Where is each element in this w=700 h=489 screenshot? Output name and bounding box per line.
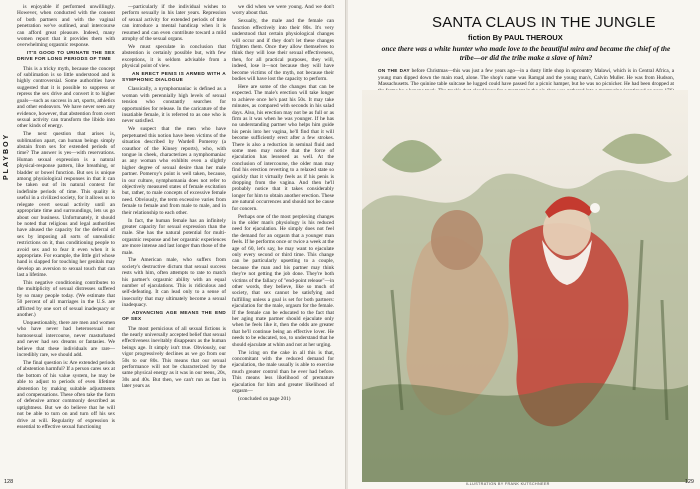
- body-paragraph: is enjoyable if performed unwillingly. However, when conducted with the consent of both partners and with the vaginal penetration we've outlined, anal intercourse can afford great pleasure. Indeed, many women report that it provides them with overwhelming orgasmic response.: [17, 4, 115, 49]
- text-column-3: [232, 4, 334, 482]
- text-column-1: [17, 4, 115, 482]
- story-byline: fiction By PAUL THEROUX: [468, 33, 563, 42]
- running-head: PLAYBOY: [3, 132, 10, 180]
- jungle-santa-illustration: [362, 90, 688, 482]
- body-paragraph: Here are some of the changes that can be expected. The male's erection will take longer to achieve once he's past his 50s. It may take minutes, as compared with seconds in his salad days. Also, his erection may not be as full or as firm as it was when he was younger. If he has no understanding partner who helps him guide his penis into her vagina, he'll find that it will become sufficiently erect after a few strokes. There is also a reduction in seminal fluid and some men may notice that the force of ejaculation has lessened as well. At the conclusion of intercourse, the older man may find his erection reverting to a relaxed state so quickly that it virtually feels as if his penis is dropping from the vagina. And then he'll probably notice that it takes considerably longer for him to obtain another erection. These are natural occurrences and should not be cause for concern.: [232, 83, 334, 212]
- body-paragraph: In fact, the human female has an infinitely greater capacity for sexual expression than the male. She has the natural potential for multi-orgasmic response and her orgasmic experiences are more intense and last longer than those of the male.: [122, 217, 226, 256]
- body-paragraph: The next question that arises is, sublimation apart, can human beings simply abstain from sex for extended periods of time? The answer is yes—with reservations. Human sexual expression is a natural physical-response pattern, like breathing, or bladder or bowel function. But sex is unique among physiological responses in that it can be taken out of its natural context for indefinite periods of time. This quality is useful in a civilized society, for it allows us to relegate overt sexual activity until an appropriate time and surroundings, lets us go about our business. Unfortunately, it should be noted that religious and legal authorities have abused the capacity for the deferral of sex by imposing all sorts of unrealistic restrictions on it, thus conditioning people to avoid sex and to fear it even when it is appropriate. For example, the little girl whose hand is slapped for touching her genitals may develop an aversion to sexual touch that can last a lifetime.: [17, 131, 115, 279]
- illustration-credit: ILLUSTRATION BY FRANK KUTSCHNEER: [466, 482, 550, 486]
- body-paragraph: The most pernicious of all sexual fictions is the nearly universally accepted belief that sexual effectiveness inevitably disappears as the human beings age. It simply isn't true. Obviously, our vigor progressively declines as we go from our 50s to our 80s. This means that our sexual performance will not be characterized by the same physical energy as it was in our teens, 20s, 30s and 40s. But then, we can't run as fast in later years as: [122, 325, 226, 390]
- section-subhead: ADVANCING AGE MEANS THE END OF SEX: [122, 310, 226, 323]
- ground-foliage: [362, 383, 688, 482]
- body-paragraph: we did when we were young. And we don't worry about that.: [232, 4, 334, 17]
- page-number-right: 129: [684, 479, 694, 485]
- body-paragraph: The American male, who suffers from society's destructive dictum that sexual success rests with him, often attempts to rate to match his partner's orgasmic ability with an equal number of ejaculations. This is ridiculous and self-defeating. It can lead only to a sense of insecurity that may ultimately become a sexual inadequacy.: [122, 257, 226, 309]
- body-paragraph: The final question is: Are extended periods of abstention harmful? If a person cares sex at the bottom of his value system, he may be able to adjust to periods of even lifetime abstention by making suitable adjustments and compensations. These often take the form of defensive armor commonly described as uptightness. But we do believe that he will not be able to turn on and turn off his sex drive at will. Regularity of expression is essential to effective sexual functioning: [17, 359, 115, 430]
- body-paragraph: The icing on the cake in all this is that, concomitant with the reduced demand for ejaculation, the male usually is able to exercise much greater control than he ever had before. This means less likelihood of premature ejaculation for him and greater likelihood of orgasm—: [232, 349, 334, 394]
- section-subhead: AN ERECT PENIS IS ARMED WITH A SYMPHONIC DIALOGUE: [122, 71, 226, 83]
- right-page: [348, 0, 700, 489]
- body-paragraph: Classically, a nymphomaniac is defined as a woman with perennially high levels of sexual tension who constantly searches for opportunities for release. In the caricature of the insatiable female, it is referred to as one who is never satisfied.: [122, 86, 226, 125]
- body-paragraph: Unquestionably, there are men and women who have never had heterosexual nor homosexual intercourse, never masturbated and never had sex dreams or fantasies. We believe that these individuals are rare—incredibly rare, we should add.: [17, 320, 115, 359]
- page-number-left: 128: [4, 479, 14, 485]
- intro-text: before Christmas—this was just a few years ago—in a dusty little shop in upcountry Malawi, which is in Central Africa, a young man dipped down the main road, alone. The shop's name was Ramgal and the young man's, Calvin Muller. He was from Hudson, Massachusetts. The quinine table suitcase he lugged could have passed for a picnic hamper, but he was no picnicker. He had been dropped at: [378, 68, 674, 87]
- story-deck: once there was a white hunter who made love to the beautiful mira and became the chief of the tribe—or did the tribe make a slave of him?: [381, 44, 671, 63]
- section-subhead: IT'S GOOD TO URINATE THE SEX DRIVE FOR LONG PERIODS OF TIME: [17, 50, 115, 63]
- body-paragraph: —particularly if the individual wishes to perform sexually in his later years. Repression of sexual activity for extended periods of time can introduce a mental handicap when it is resumed and can even contribute toward a mild atrophy of the sexual organs.: [122, 4, 226, 43]
- figure-head: [431, 210, 483, 270]
- body-paragraph: We suspect that the men who have perpetuated this notion have been victims of the situation described by Wardell Pomeroy (a coauthor of the Kinsey reports), who, with tongue in cheek, characterizes a nymphomaniac as any woman who exhibits even a slightly higher degree of sexual desire than her male partner. Pomeroy's point is well taken, because, in our culture, nymphomania does not refer to objectively measured states of female excitation but, rather, to male concepts of excessive female need. Obviously, the term excessive varies from female to female and from male to male, and in their relationship to each other.: [122, 126, 226, 216]
- left-page: [0, 0, 346, 489]
- body-paragraph: This negative conditioning contributes to the multiplicity of sexual distresses suffered by so many people today. (We estimate that 50 percent of all marriages in the U.S. are afflicted by one sort of sexual inadequacy or another.): [17, 280, 115, 319]
- body-paragraph: Sexually, the male and the female can function effectively into their 80s. It's very understood that certain physiological changes will occur and if they don't let these changes frighten them. Once they allow themselves to think they will lose their sexual effectiveness, then, for all practical purposes, they will, indeed, lose it—not because they will have become victims of the myth, not because their bodies will have lost the capacity to perform.: [232, 18, 334, 82]
- body-paragraph: We must speculate in conclusion that abstention is certainly possible but, with few exceptions, it is seldom advisable from a physical point of view.: [122, 43, 226, 70]
- body-paragraph: (concluded on page 201): [238, 395, 291, 402]
- story-title: SANTA CLAUS IN THE JUNGLE: [432, 14, 656, 31]
- text-column-2: [122, 4, 226, 482]
- body-paragraph: Perhaps one of the most perplexing changes in the older man's physiology is his reduced need for ejaculation. He simply does not feel the demand for an orgasm that a younger man feels. If he performs once or twice a week at the age of 60, let's say, he may want to ejaculate only every second or third time. This change can be particularly upsetting to a couple, because the man and his partner may think they're not getting the job done. They're both victims of the fallacy of "end-point release"—in other words, they believe, like so much of society, that sex cannot be satisfying and fulfilling unless a goal is set for both partners: ejaculation for the male, orgasm for the female. If the female can be educated to the fact that her aging mate partner should ejaculate only when he feels like it, then the odds are greater that he'll continue being an effective lover. He needs to be educated, too, to understand that he should ejaculate at whim and not at her urging.: [232, 213, 334, 348]
- hat-pompom: [590, 203, 600, 213]
- body-paragraph: This is a tricky myth, because the concept of sublimation is so little understood and is highly controversial. Some authorities have suggested that it is possible to suppress or repress the sex drive and convert it to higher goals—such as success in art, sports, athletics and other endeavors. We have never seen any evidence, however, that abstention from overt sexual activity can transform the libido into other kinds of energy.: [17, 65, 115, 130]
- intro-lead-in: ON THE DAY: [378, 68, 410, 73]
